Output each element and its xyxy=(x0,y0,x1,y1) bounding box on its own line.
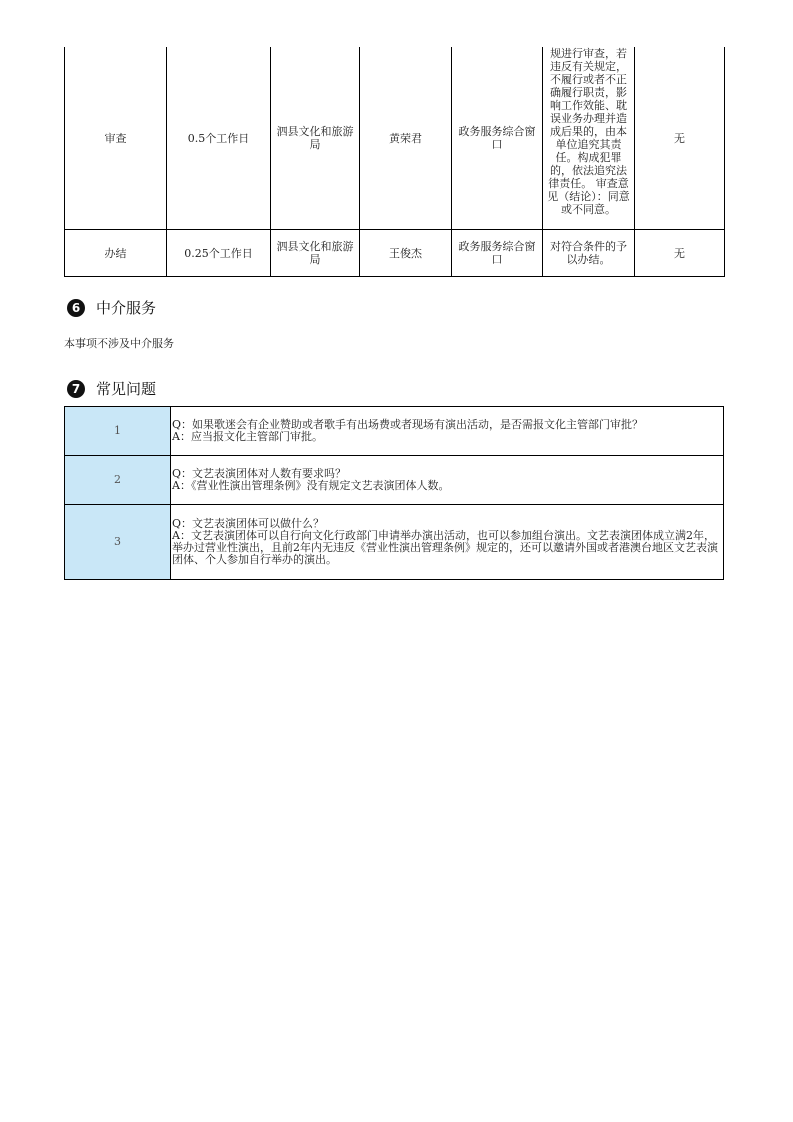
section-title: 常见问题 xyxy=(96,380,157,398)
standard-cell: 规进行审查，若违反有关规定，不履行或者不正确履行职责，影响工作效能、耽误业务办理并造成后果的，由本单位追究其责任。构成犯罪的，依法追究法律责任。 审查意见（结论）：同意或不同意。 xyxy=(543,47,635,230)
table-row xyxy=(65,230,725,277)
faq-question: Q：文艺表演团体对人数有要求吗？ xyxy=(172,467,347,480)
fee-cell: 无 xyxy=(635,47,725,230)
faq-content xyxy=(171,505,724,580)
faq-row xyxy=(65,456,724,505)
faq-table xyxy=(64,406,724,580)
person-cell: 王俊杰 xyxy=(360,230,452,277)
standard-cell: 对符合条件的予以办结。 xyxy=(543,230,635,277)
intermediary-note: 本事项不涉及中介服务 xyxy=(64,337,174,350)
faq-row xyxy=(65,407,724,456)
number-6-icon: 6 xyxy=(67,299,85,317)
time-cell: 0.25个工作日 xyxy=(167,230,271,277)
faq-answer: A：《营业性演出管理条例》没有规定文艺表演团体人数。 xyxy=(172,479,450,492)
faq-row xyxy=(65,505,724,580)
section-title: 中介服务 xyxy=(96,299,157,317)
dept-cell: 泗县文化和旅游局 xyxy=(271,47,360,230)
fee-cell: 无 xyxy=(635,230,725,277)
step-cell: 办结 xyxy=(65,230,167,277)
process-table xyxy=(64,47,725,277)
dept-cell: 泗县文化和旅游局 xyxy=(271,230,360,277)
location-cell: 政务服务综合窗口 xyxy=(452,47,543,230)
faq-index: 1 xyxy=(65,407,171,456)
section-heading-intermediary xyxy=(67,297,156,318)
step-cell: 审查 xyxy=(65,47,167,230)
time-cell: 0.5个工作日 xyxy=(167,47,271,230)
location-cell: 政务服务综合窗口 xyxy=(452,230,543,277)
faq-index: 2 xyxy=(65,456,171,505)
faq-question: Q：如果歌迷会有企业赞助或者歌手有出场费或者现场有演出活动，是否需报文化主管部门审批？ xyxy=(172,418,644,431)
faq-answer: A：应当报文化主管部门审批。 xyxy=(172,430,323,443)
faq-content xyxy=(171,456,724,505)
number-7-icon: 7 xyxy=(67,380,85,398)
faq-question: Q：文艺表演团体可以做什么？ xyxy=(172,517,325,530)
faq-answer: A：文艺表演团体可以自行向文化行政部门申请举办演出活动，也可以参加组台演出。文艺表演团体成立满2年，举办过营业性演出，且前2年内无违反《营业性演出管理条例》规定的，还可以邀请外国或者港澳台地区文艺表演团体、个人参加自行举办的演出。 xyxy=(172,529,718,566)
section-heading-faq xyxy=(67,378,156,399)
faq-index: 3 xyxy=(65,505,171,580)
table-row xyxy=(65,47,725,230)
faq-content xyxy=(171,407,724,456)
person-cell: 黄荣君 xyxy=(360,47,452,230)
